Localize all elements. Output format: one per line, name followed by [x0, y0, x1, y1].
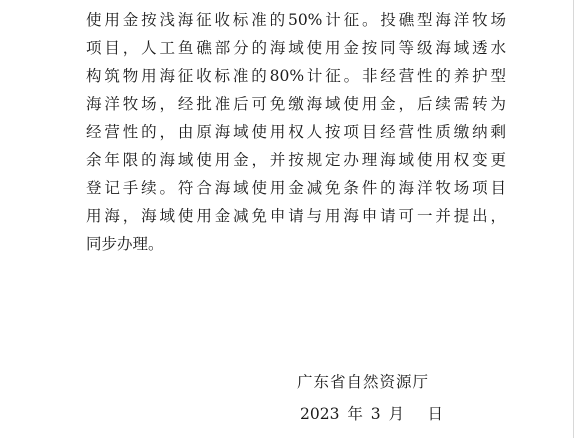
- paragraph-line-4: 海洋牧场，经批准后可免缴海域使用金，后续需转为: [86, 95, 506, 113]
- signature-organization: 广东省自然资源厅: [297, 373, 430, 391]
- paragraph-line-9: 同步办理。: [86, 235, 164, 253]
- paragraph-line-2: 项目，人工鱼礁部分的海域使用金按同等级海域透水: [86, 39, 506, 57]
- page-edge-divider: [573, 0, 574, 438]
- paragraph-line-8: 用海，海域使用金减免申请与用海申请可一并提出，: [86, 207, 506, 225]
- paragraph-line-1: 使用金按浅海征收标准的50%计征。投礁型海洋牧场: [86, 11, 506, 29]
- body-paragraph: [86, 6, 506, 258]
- paragraph-line-6: 余年限的海域使用金，并按规定办理海域使用权变更: [86, 151, 506, 169]
- signature-date: 2023 年 3 月 日: [300, 405, 444, 423]
- paragraph-line-5: 经营性的，由原海域使用权人按项目经营性质缴纳剩: [86, 123, 506, 141]
- paragraph-line-3: 构筑物用海征收标准的80%计征。非经营性的养护型: [86, 67, 506, 85]
- paragraph-line-7: 登记手续。符合海域使用金减免条件的海洋牧场项目: [86, 179, 506, 197]
